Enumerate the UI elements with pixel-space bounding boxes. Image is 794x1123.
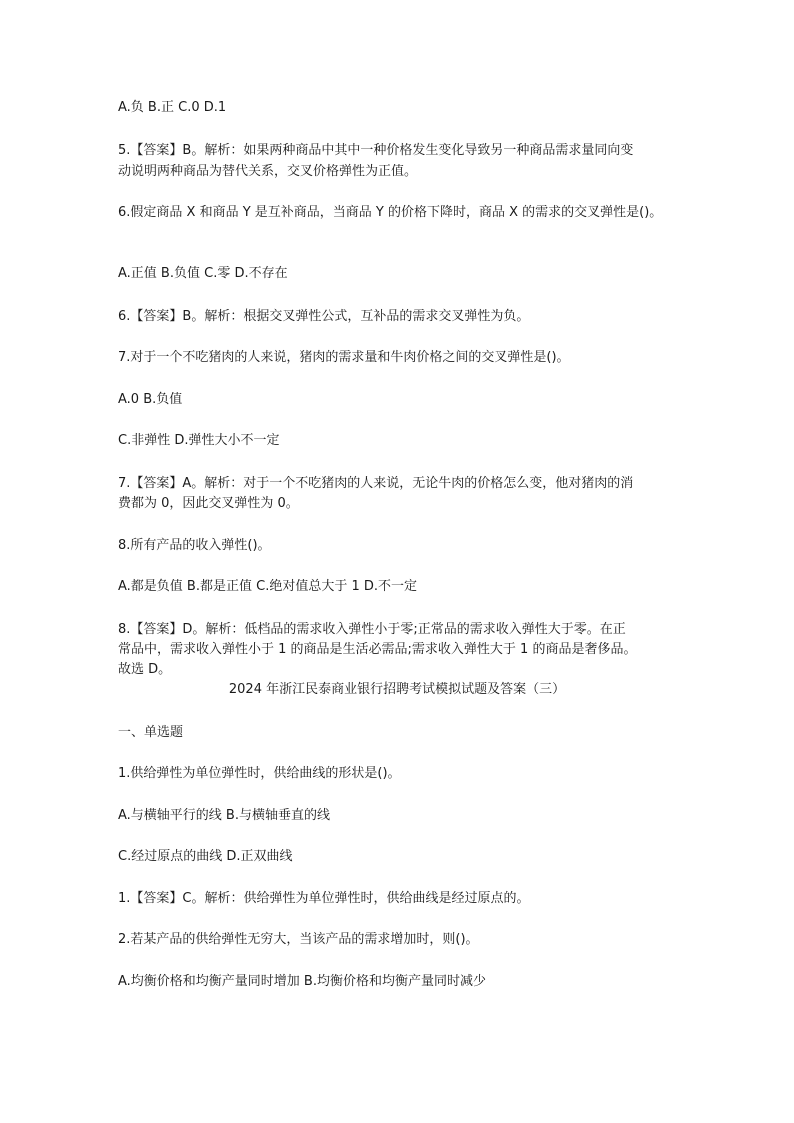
options-line: C.非弹性 D.弹性大小不一定 [118, 433, 280, 448]
section-title: 2024 年浙江民泰商业银行招聘考试模拟试题及答案（三） [228, 682, 566, 697]
question-line: 6.假定商品 X 和商品 Y 是互补商品，当商品 Y 的价格下降时，商品 X 的需求的交叉弹性是()。 [118, 205, 663, 220]
options-line: C.经过原点的曲线 D.正双曲线 [118, 849, 293, 864]
answer-line: 常品中，需求收入弹性小于 1 的商品是生活必需品;需求收入弹性大于 1 的商品是奢侈品。 [118, 642, 637, 657]
answer-line: 8.【答案】D。解析：低档品的需求收入弹性小于零;正常品的需求收入弹性大于零。在正 [118, 622, 626, 637]
options-line: A.均衡价格和均衡产量同时增加 B.均衡价格和均衡产量同时减少 [118, 974, 486, 989]
answer-line: 故选 D。 [118, 662, 172, 677]
answer-line: 7.【答案】A。解析：对于一个不吃猪肉的人来说，无论牛肉的价格怎么变，他对猪肉的消 [118, 476, 634, 491]
question-line: 7.对于一个不吃猪肉的人来说，猪肉的需求量和牛肉价格之间的交叉弹性是()。 [118, 350, 570, 365]
section-heading: 一、单选题 [118, 725, 184, 740]
answer-line: 1.【答案】C。解析：供给弹性为单位弹性时，供给曲线是经过原点的。 [118, 891, 530, 906]
answer-line: 5.【答案】B。解析：如果两种商品中其中一种价格发生变化导致另一种商品需求量同向变 [118, 143, 634, 158]
question-line: 8.所有产品的收入弹性()。 [118, 538, 271, 553]
options-line: A.与横轴平行的线 B.与横轴垂直的线 [118, 808, 330, 823]
options-line: A.都是负值 B.都是正值 C.绝对值总大于 1 D.不一定 [118, 579, 418, 594]
options-line: A.负 B.正 C.0 D.1 [118, 100, 227, 115]
answer-line: 6.【答案】B。解析：根据交叉弹性公式，互补品的需求交叉弹性为负。 [118, 309, 530, 324]
options-line: A.正值 B.负值 C.零 D.不存在 [118, 266, 288, 281]
answer-line: 动说明两种商品为替代关系，交叉价格弹性为正值。 [118, 164, 418, 179]
options-line: A.0 B.负值 [118, 392, 183, 407]
question-line: 2.若某产品的供给弹性无穷大，当该产品的需求增加时，则()。 [118, 932, 479, 947]
answer-line: 费都为 0，因此交叉弹性为 0。 [118, 496, 299, 511]
question-line: 1.供给弹性为单位弹性时，供给曲线的形状是()。 [118, 766, 401, 781]
